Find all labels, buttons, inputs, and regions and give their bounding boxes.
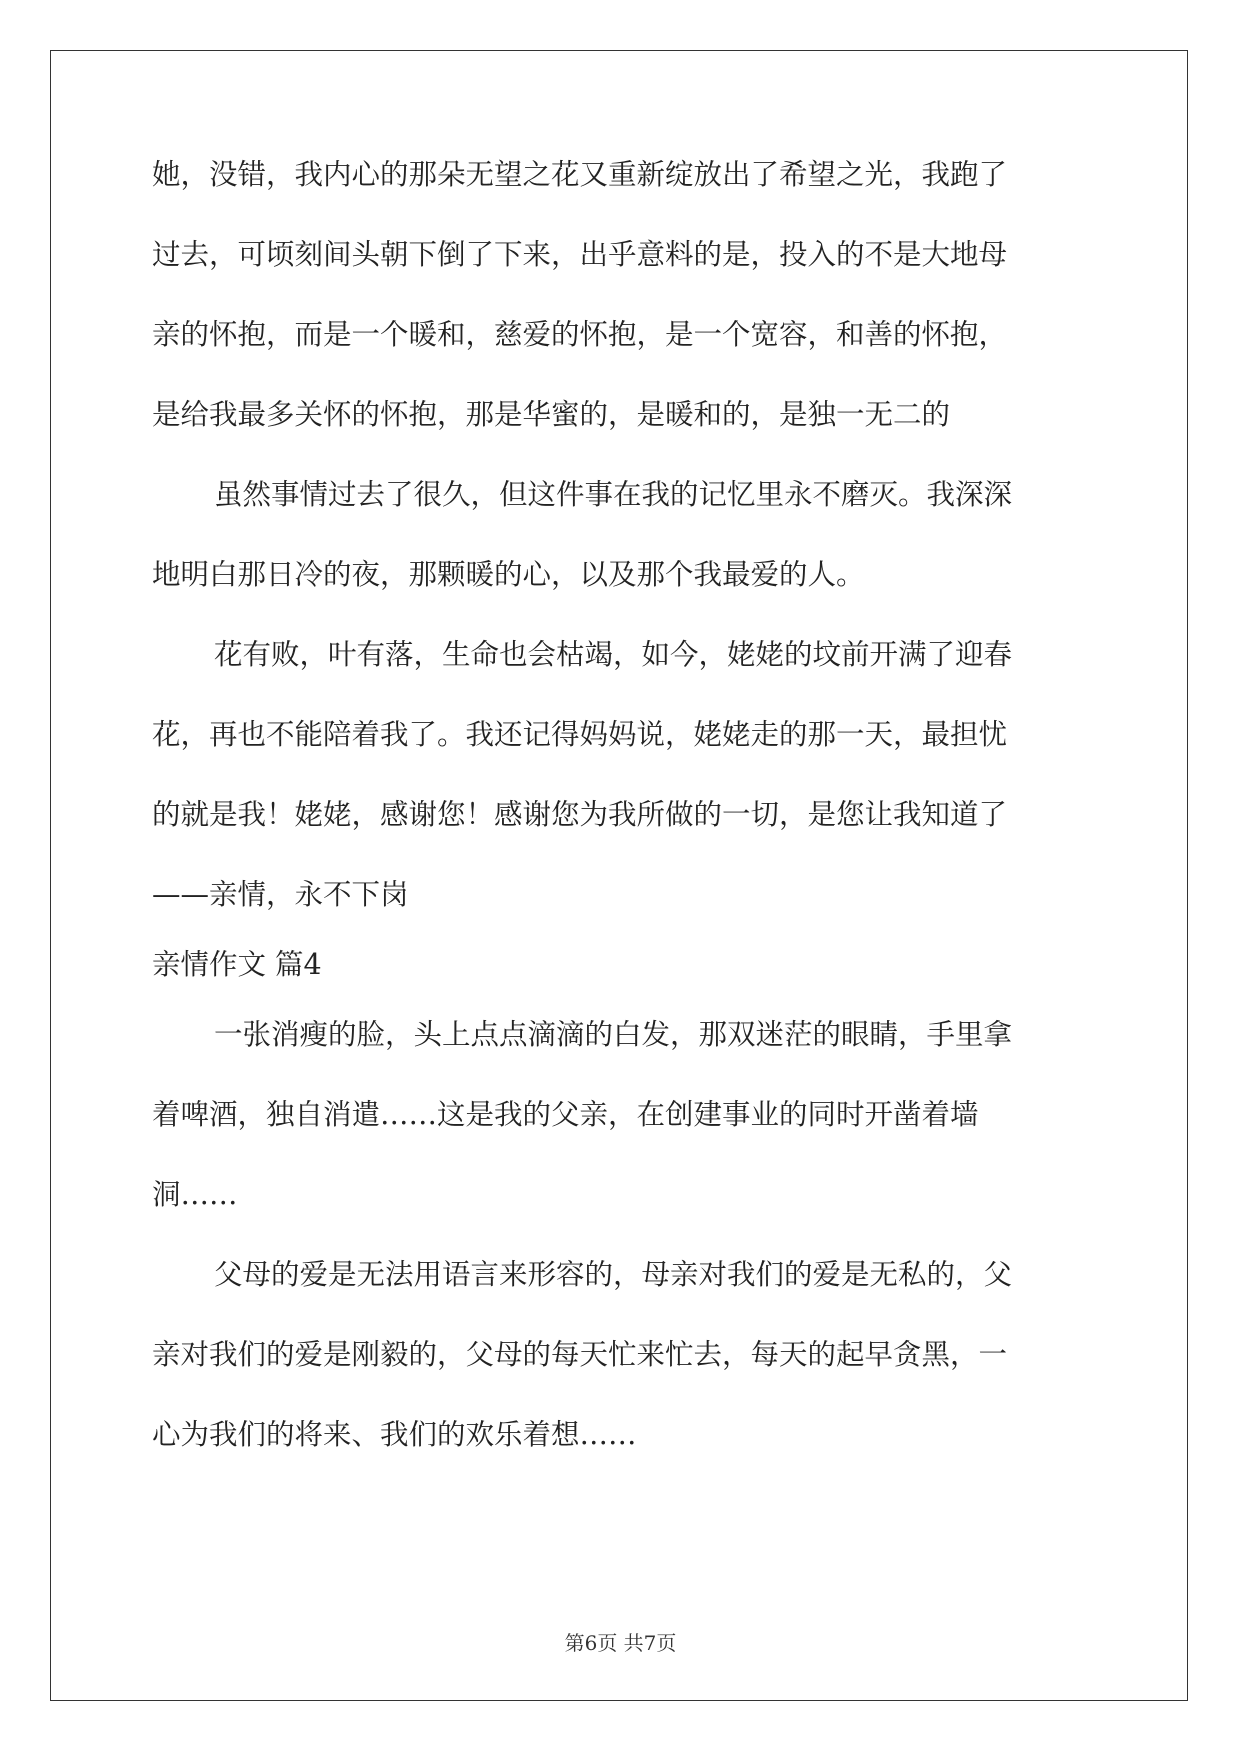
text-line: 是给我最多关怀的怀抱，那是华蜜的，是暖和的，是独一无二的 bbox=[152, 398, 951, 431]
section-heading: 亲情作文 篇4 bbox=[152, 948, 322, 981]
text-line: 洞…… bbox=[152, 1178, 238, 1211]
text-line: 一张消瘦的脸，头上点点滴滴的白发，那双迷茫的眼睛，手里拿 bbox=[214, 1018, 1013, 1051]
text-line: 她，没错，我内心的那朵无望之花又重新绽放出了希望之光，我跑了 bbox=[152, 158, 1008, 191]
document-body bbox=[152, 155, 1092, 1495]
text-line: 的就是我！姥姥，感谢您！感谢您为我所做的一切，是您让我知道了 bbox=[152, 798, 1008, 831]
text-line: 花，再也不能陪着我了。我还记得妈妈说，姥姥走的那一天，最担忧 bbox=[152, 718, 1008, 751]
text-line: 过去，可顷刻间头朝下倒了下来，出乎意料的是，投入的不是大地母 bbox=[152, 238, 1008, 271]
text-line: 着啤酒，独自消遣……这是我的父亲，在创建事业的同时开凿着墙 bbox=[152, 1098, 979, 1131]
text-line: 心为我们的将来、我们的欢乐着想…… bbox=[152, 1418, 637, 1451]
text-line: ——亲情，永不下岗 bbox=[152, 878, 409, 911]
page-number: 第6页 共7页 bbox=[564, 1631, 677, 1655]
text-line: 父母的爱是无法用语言来形容的，母亲对我们的爱是无私的，父 bbox=[214, 1258, 1013, 1291]
text-line: 虽然事情过去了很久，但这件事在我的记忆里永不磨灭。我深深 bbox=[214, 478, 1013, 511]
text-line: 地明白那日冷的夜，那颗暖的心，以及那个我最爱的人。 bbox=[152, 558, 865, 591]
text-line: 亲对我们的爱是刚毅的，父母的每天忙来忙去，每天的起早贪黑，一 bbox=[152, 1338, 1008, 1371]
text-line: 亲的怀抱，而是一个暖和，慈爱的怀抱，是一个宽容，和善的怀抱， bbox=[152, 318, 1008, 351]
text-line: 花有败，叶有落，生命也会枯竭，如今，姥姥的坟前开满了迎春 bbox=[214, 638, 1013, 671]
